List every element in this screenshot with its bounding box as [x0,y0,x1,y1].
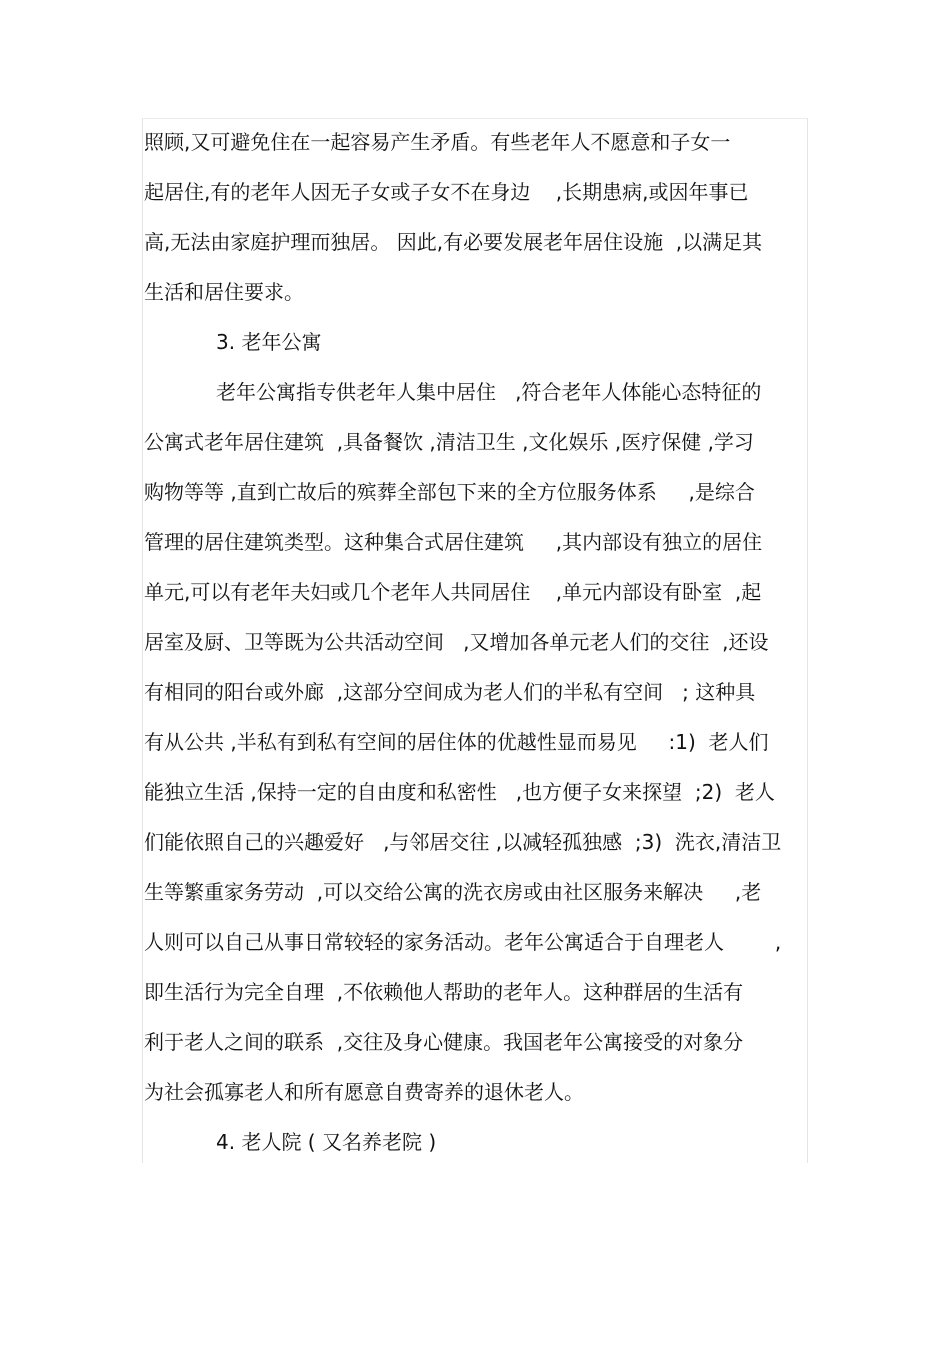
body-text-line: 起居住,有的老年人因无子女或子女不在身边 ,长期患病,或因年事已 [144,180,749,204]
body-text-line: 照顾,又可避免住在一起容易产生矛盾。有些老年人不愿意和子女一 [144,130,731,154]
section-heading-3: 3. 老年公寓 [216,330,322,354]
section-heading-4: 4. 老人院 ( 又名养老院 ) [216,1130,437,1154]
body-text-line: 有从公共 ,半私有到私有空间的居住体的优越性显而易见 :1) 老人们 [144,730,769,754]
body-text-line: 生活和居住要求。 [144,280,304,304]
body-text-line: 居室及厨、卫等既为公共活动空间 ,又增加各单元老人们的交往 ,还设 [144,630,769,654]
body-text-line: 管理的居住建筑类型。这种集合式居住建筑 ,其内部设有独立的居住 [144,530,763,554]
body-text-line: 生等繁重家务劳动 ,可以交给公寓的洗衣房或由社区服务来解决 ,老 [144,880,762,904]
body-text-line: 单元,可以有老年夫妇或几个老年人共同居住 ,单元内部设有卧室 ,起 [144,580,762,604]
body-text-line: 高,无法由家庭护理而独居。 因此,有必要发展老年居住设施 ,以满足其 [144,230,763,254]
body-text-line: 们能依照自己的兴趣爱好 ,与邻居交往 ,以减轻孤独感 ;3) 洗衣,清洁卫 [144,830,782,854]
body-text-line: 利于老人之间的联系 ,交往及身心健康。我国老年公寓接受的对象分 [144,1030,744,1054]
body-text-line: 人则可以自己从事日常较轻的家务活动。老年公寓适合于自理老人 , [144,930,782,954]
body-text-line: 即生活行为完全自理 ,不依赖他人帮助的老年人。这种群居的生活有 [144,980,744,1004]
body-text-line: 公寓式老年居住建筑 ,具备餐饮 ,清洁卫生 ,文化娱乐 ,医疗保健 ,学习 [144,430,754,454]
body-text-line: 有相同的阳台或外廊 ,这部分空间成为老人们的半私有空间 ; 这种具 [144,680,756,704]
body-text-line: 购物等等 ,直到亡故后的殡葬全部包下来的全方位服务体系 ,是综合 [144,480,755,504]
body-text-line: 为社会孤寡老人和所有愿意自费寄养的退休老人。 [144,1080,584,1104]
body-text-line: 能独立生活 ,保持一定的自由度和私密性 ,也方便子女来探望 ;2) 老人 [144,780,775,804]
body-text-line: 老年公寓指专供老年人集中居住 ,符合老年人体能心态特征的 [216,380,762,404]
